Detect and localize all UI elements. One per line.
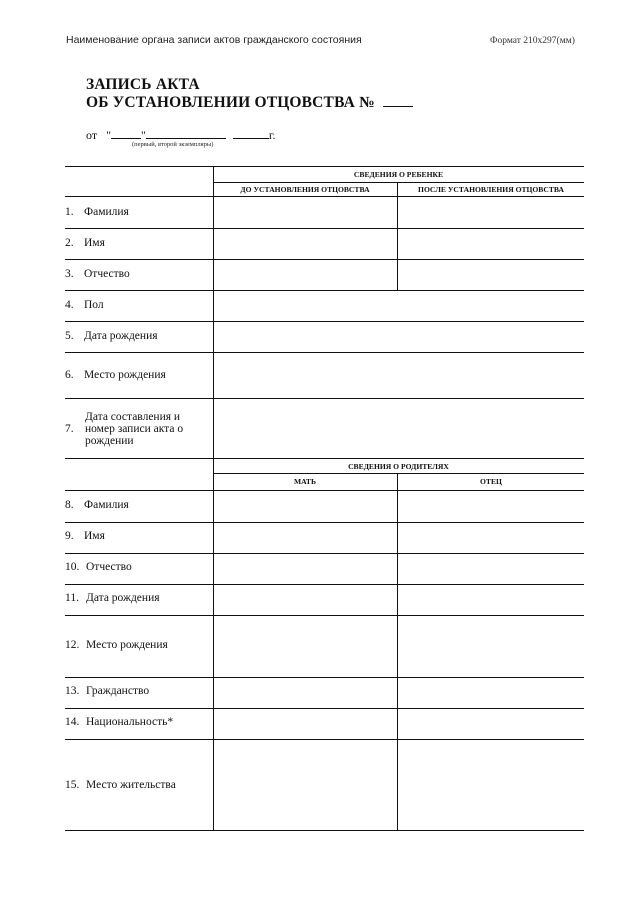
child-patronymic-before-cell[interactable] (214, 260, 397, 290)
mother-nationality-cell[interactable] (214, 709, 397, 739)
father-birth-date-cell[interactable] (398, 585, 584, 615)
copies-note: (первый, второй экземпляры) (132, 141, 214, 148)
row-birth-record-line-3: рождении (85, 435, 134, 447)
child-first-name-after-cell[interactable] (398, 229, 584, 259)
mother-patronymic-cell[interactable] (214, 554, 397, 584)
mother-first-name-cell[interactable] (214, 523, 397, 553)
year-suffix: г. (268, 128, 276, 142)
title-line-1: ЗАПИСЬ АКТА (86, 76, 200, 93)
row-parent-birth-date: 11. Дата рождения (65, 592, 160, 604)
mother-residence-cell[interactable] (214, 740, 397, 830)
column-mother: МАТЬ (293, 477, 317, 486)
father-citizenship-cell[interactable] (398, 678, 584, 708)
row-parent-surname: 8. Фамилия (65, 499, 129, 511)
row-child-birth-date: 5. Дата рождения (65, 330, 158, 342)
row-parent-nationality: 14. Национальность* (65, 716, 174, 728)
column-before-paternity: ДО УСТАНОВЛЕНИЯ ОТЦОВСТВА (240, 185, 370, 194)
father-first-name-cell[interactable] (398, 523, 584, 553)
row-birth-record-num: 7. (65, 423, 74, 435)
child-surname-before-cell[interactable] (214, 197, 397, 228)
row-child-surname: 1. Фамилия (65, 206, 129, 218)
table-rule (213, 182, 584, 183)
father-birth-place-cell[interactable] (398, 616, 584, 677)
mother-citizenship-cell[interactable] (214, 678, 397, 708)
father-residence-cell[interactable] (398, 740, 584, 830)
month-field[interactable] (146, 126, 226, 139)
quote-open: " (106, 128, 111, 142)
child-sex-cell[interactable] (214, 291, 584, 321)
child-section-heading: СВЕДЕНИЯ О РЕБЕНКЕ (353, 170, 444, 179)
row-parent-patronymic: 10. Отчество (65, 561, 132, 573)
title-line-2 (86, 94, 413, 112)
row-child-birth-place: 6. Место рождения (65, 369, 166, 381)
child-patronymic-after-cell[interactable] (398, 260, 584, 290)
birth-record-cell[interactable] (214, 399, 584, 458)
row-parent-birth-place: 12. Место рождения (65, 639, 168, 651)
mother-birth-date-cell[interactable] (214, 585, 397, 615)
row-birth-record-line-2: номер записи акта о (85, 423, 184, 435)
record-number-field[interactable] (383, 94, 413, 107)
child-surname-after-cell[interactable] (398, 197, 584, 228)
title-line-2-text: ОБ УСТАНОВЛЕНИИ ОТЦОВСТВА № (86, 94, 375, 111)
row-parent-citizenship: 13. Гражданство (65, 685, 150, 697)
format-label: Формат 210х297(мм) (490, 36, 575, 46)
father-nationality-cell[interactable] (398, 709, 584, 739)
father-surname-cell[interactable] (398, 491, 584, 522)
parents-section-heading: СВЕДЕНИЯ О РОДИТЕЛЯХ (348, 462, 449, 471)
date-prefix: от (86, 128, 98, 142)
column-after-paternity: ПОСЛЕ УСТАНОВЛЕНИЯ ОТЦОВСТВА (418, 185, 564, 194)
year-field[interactable] (233, 126, 269, 139)
father-patronymic-cell[interactable] (398, 554, 584, 584)
row-child-sex: 4. Пол (65, 299, 104, 311)
child-birth-date-cell[interactable] (214, 322, 584, 352)
table-rule (65, 166, 584, 167)
child-birth-place-cell[interactable] (214, 353, 584, 398)
row-parent-first-name: 9. Имя (65, 530, 105, 542)
row-parent-residence: 15. Место жительства (65, 779, 176, 791)
table-rule (65, 830, 584, 831)
table-rule (213, 473, 584, 474)
day-field[interactable] (111, 126, 141, 139)
table-rule (65, 458, 584, 459)
quote-close: " (141, 128, 146, 142)
row-birth-record-line-1: Дата составления и (85, 411, 181, 423)
child-first-name-before-cell[interactable] (214, 229, 397, 259)
row-child-patronymic: 3. Отчество (65, 268, 130, 280)
registry-authority-label: Наименование органа записи актов гражданского состояния (66, 34, 362, 46)
row-child-first-name: 2. Имя (65, 237, 105, 249)
mother-birth-place-cell[interactable] (214, 616, 397, 677)
column-father: ОТЕЦ (480, 477, 502, 486)
mother-surname-cell[interactable] (214, 491, 397, 522)
